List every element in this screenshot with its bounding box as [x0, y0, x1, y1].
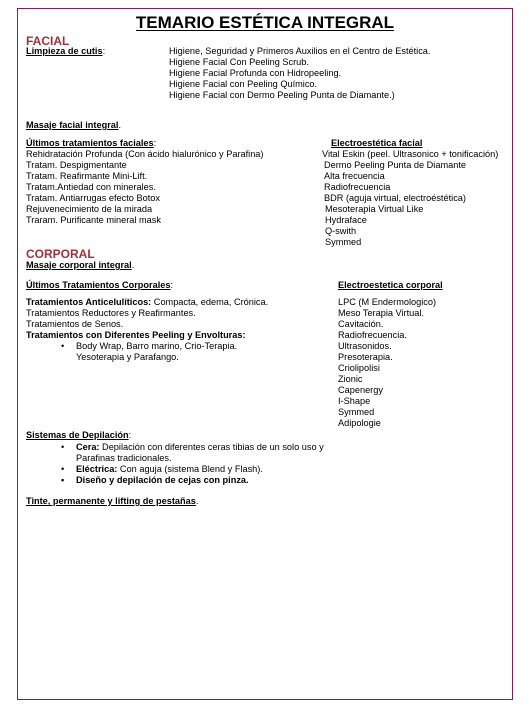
- list-item: Dermo Peeling Punta de Diamante: [324, 160, 466, 170]
- list-item: Higiene Facial Con Peeling Scrub.: [169, 57, 309, 67]
- list-item: I-Shape: [338, 396, 371, 406]
- facial-massage-label: Masaje facial integral.: [26, 120, 121, 130]
- list-item: Higiene Facial con Peeling Químico.: [169, 79, 318, 89]
- facial-heading: FACIAL: [26, 34, 70, 48]
- list-item: Symmed: [338, 407, 375, 417]
- list-item: Radiofrecuencia.: [338, 330, 407, 340]
- facial-treatments-heading: Últimos tratamientos faciales:: [26, 138, 157, 148]
- list-item: Capenergy: [338, 385, 383, 395]
- list-item: Meso Terapia Virtual.: [338, 308, 424, 318]
- list-item: Rehidratación Profunda (Con ácido hialurónico y Parafina): [26, 149, 264, 159]
- list-item: Tratamientos de Senos.: [26, 319, 124, 329]
- facial-electro-list: [322, 149, 498, 248]
- list-item: Tratamientos Anticelulíticos: Compacta, edema, Crónica.: [26, 297, 269, 307]
- list-item: Tratam.Antiedad con minerales.: [26, 182, 156, 192]
- list-item: Higiene Facial con Dermo Peeling Punta de Diamante.): [169, 90, 395, 100]
- list-item: LPC (M Endermologico): [338, 297, 437, 307]
- list-item: Higiene, Seguridad y Primeros Auxilios en el Centro de Estética.: [169, 46, 431, 56]
- list-item: Tratam. Antiarrugas efecto Botox: [26, 193, 160, 203]
- peeling-list: [61, 341, 237, 363]
- corporal-electro-list: [338, 297, 436, 429]
- cleaning-list: [169, 46, 430, 101]
- list-item: Tratamientos con Diferentes Peeling y Envolturas:: [26, 330, 246, 340]
- list-item: Mesoterapia Virtual Like: [325, 204, 424, 214]
- corporal-heading: CORPORAL: [26, 247, 95, 261]
- list-item: Vital Eskin (peel. Ultrasonico + tonificación): [322, 149, 499, 159]
- list-item: Adipologie: [338, 418, 381, 428]
- corporal-massage-label: Masaje corporal integral.: [26, 260, 135, 270]
- list-item: Hydraface: [325, 215, 367, 225]
- depilation-list: [61, 442, 324, 486]
- list-item: • Diseño y depilación de cejas con pinza.: [61, 475, 324, 486]
- list-item: Traram. Purificante mineral mask: [26, 215, 161, 225]
- list-item: Parafinas tradicionales.: [76, 453, 172, 463]
- corporal-electro-heading: Electroestetica corporal: [338, 280, 443, 290]
- corporal-treatments-list: [26, 297, 268, 341]
- list-item: • Eléctrica: Con aguja (sistema Blend y Flash).: [61, 464, 324, 475]
- list-item: • Cera: Depilación con diferentes ceras tibias de un solo uso y: [61, 442, 324, 453]
- list-item: Rejuvenecimiento de la mirada: [26, 204, 153, 214]
- list-item: Symmed: [325, 237, 362, 247]
- list-item: Tratam. Despigmentante: [26, 160, 127, 170]
- facial-electro-heading: Electroestética facial: [331, 138, 423, 148]
- list-item: • Body Wrap, Barro marino, Crio-Terapia.: [61, 341, 237, 352]
- list-item: Zionic: [338, 374, 363, 384]
- list-item: Yesoterapia y Parafango.: [76, 352, 179, 362]
- list-item: Higiene Facial Profunda con Hidropeeling.: [169, 68, 342, 78]
- lashes-label: Tinte, permanente y lifting de pestañas.: [26, 496, 199, 506]
- list-item: Presoterapia.: [338, 352, 393, 362]
- corporal-treatments-heading: Últimos Tratamientos Corporales:: [26, 280, 174, 290]
- page-title: TEMARIO ESTÉTICA INTEGRAL: [135, 13, 395, 32]
- list-item: Q-swith: [325, 226, 357, 236]
- list-item: Cavitación.: [338, 319, 384, 329]
- list-item: Tratam. Reafirmante Mini-Lift.: [26, 171, 148, 181]
- list-item: Radiofrecuencia: [324, 182, 391, 192]
- depilation-heading: Sistemas de Depilación:: [26, 430, 132, 440]
- list-item: Tratamientos Reductores y Reafirmantes.: [26, 308, 196, 318]
- list-item: Alta frecuencia: [324, 171, 385, 181]
- list-item: Ultrasonidos.: [338, 341, 392, 351]
- cleaning-label: Limpieza de cutis:: [26, 46, 106, 56]
- list-item: Criolipolisi: [338, 363, 380, 373]
- facial-treatments-list: [26, 149, 263, 226]
- list-item: BDR (aguja virtual, electroéstética): [324, 193, 466, 203]
